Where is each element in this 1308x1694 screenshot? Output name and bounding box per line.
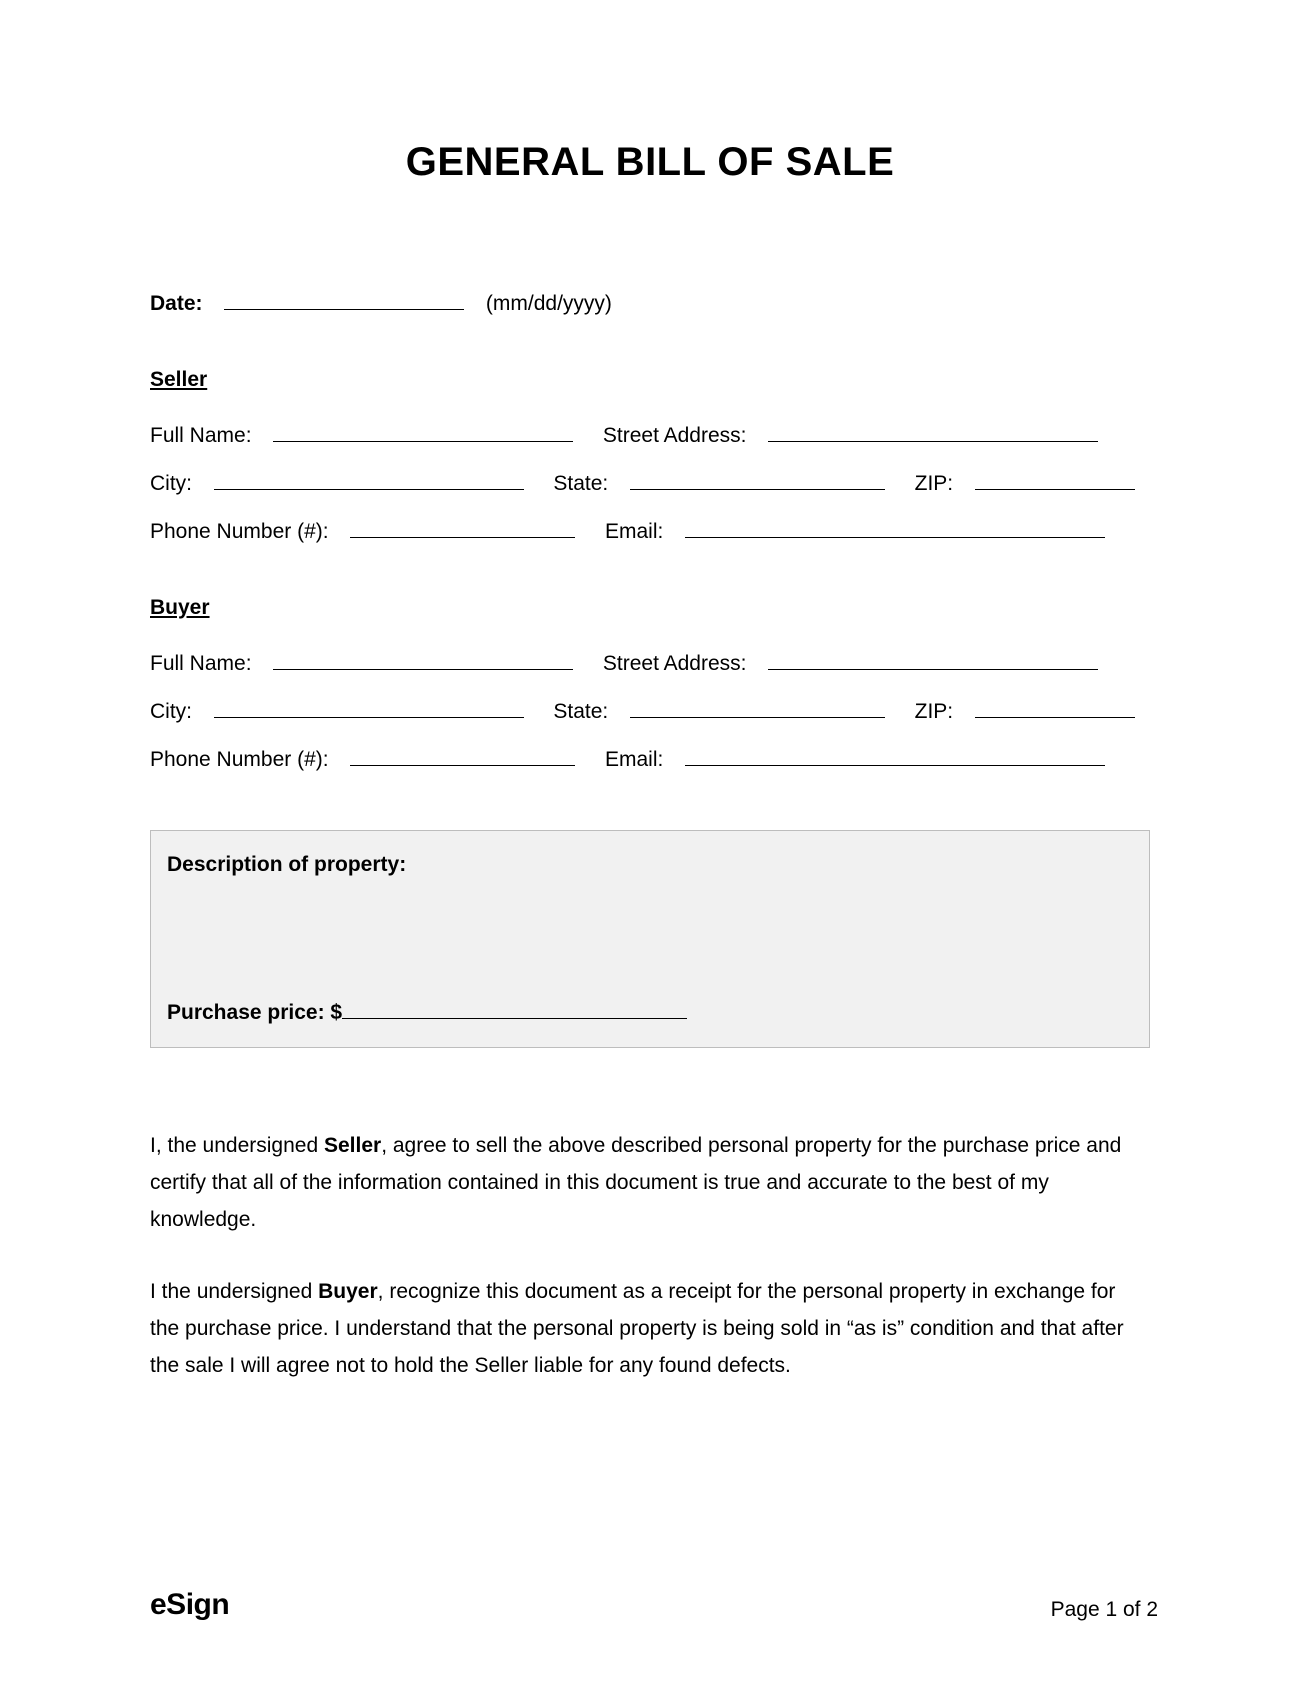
page-title: GENERAL BILL OF SALE — [405, 140, 895, 184]
purchase-price-input[interactable] — [342, 999, 687, 1019]
seller-state-input[interactable] — [630, 470, 885, 490]
buyer-name-address-row — [150, 650, 1150, 676]
seller-city-input[interactable] — [214, 470, 524, 490]
seller-zip-label: ZIP: — [914, 472, 954, 495]
buyer-full-name-label: Full Name: — [150, 652, 252, 675]
seller-zip-input[interactable] — [975, 470, 1135, 490]
buyer-email-label: Email: — [604, 748, 664, 771]
seller-phone-input[interactable] — [350, 518, 575, 538]
buyer-street-address-input[interactable] — [768, 650, 1098, 670]
buyer-paragraph-bold: Buyer — [318, 1280, 378, 1304]
buyer-city-input[interactable] — [214, 698, 524, 718]
buyer-city-label: City: — [150, 700, 192, 723]
buyer-zip-input[interactable] — [975, 698, 1135, 718]
buyer-phone-label: Phone Number (#): — [150, 748, 329, 771]
seller-paragraph-post: , agree to sell the above described personal property for the purchase price and certify that all of the information contained in this document is true and accurate to the best of my knowledge. — [150, 1134, 1122, 1231]
page-footer — [150, 1588, 1158, 1622]
buyer-phone-input[interactable] — [350, 746, 575, 766]
property-description-label: Description of property: — [167, 853, 407, 876]
seller-phone-label: Phone Number (#): — [150, 520, 329, 543]
esign-logo: eSign — [150, 1588, 230, 1621]
buyer-street-address-label: Street Address: — [602, 652, 747, 675]
seller-email-input[interactable] — [685, 518, 1105, 538]
seller-paragraph-bold: Seller — [323, 1134, 382, 1157]
buyer-phone-email-row — [150, 746, 1150, 772]
seller-city-state-zip-row — [150, 470, 1150, 496]
seller-city-label: City: — [150, 472, 192, 495]
buyer-paragraph-post: , recognize this document as a receipt for the personal property in exchange for the purchase price. I understand that the personal property is being sold in “as is” condition and that after the sale I will agree not to hold the Seller liable for any found defects. — [150, 1280, 1124, 1377]
buyer-city-state-zip-row — [150, 698, 1150, 724]
seller-street-address-input[interactable] — [768, 422, 1098, 442]
seller-state-label: State: — [553, 472, 609, 495]
buyer-email-input[interactable] — [685, 746, 1105, 766]
buyer-agreement-paragraph — [150, 1274, 1150, 1384]
seller-street-address-label: Street Address: — [602, 424, 747, 447]
buyer-state-input[interactable] — [630, 698, 885, 718]
property-description-box[interactable] — [150, 830, 1150, 1048]
buyer-state-label: State: — [553, 700, 609, 723]
date-field-row — [150, 290, 1150, 316]
date-label: Date: — [150, 292, 203, 315]
purchase-price-label: Purchase price: $ — [167, 1001, 343, 1024]
seller-section-heading: Seller — [150, 368, 208, 391]
date-input-line[interactable] — [224, 290, 464, 310]
buyer-paragraph-pre: I the undersigned — [150, 1280, 319, 1304]
buyer-full-name-input[interactable] — [273, 650, 573, 670]
date-format-hint: (mm/dd/yyyy) — [485, 292, 612, 315]
buyer-zip-label: ZIP: — [914, 700, 954, 723]
seller-email-label: Email: — [604, 520, 664, 543]
purchase-price-row — [167, 999, 687, 1025]
seller-name-address-row — [150, 422, 1150, 448]
seller-full-name-label: Full Name: — [150, 424, 252, 447]
page-number: Page 1 of 2 — [1050, 1598, 1158, 1621]
buyer-section-heading: Buyer — [150, 596, 210, 619]
seller-phone-email-row — [150, 518, 1150, 544]
seller-paragraph-pre: I, the undersigned — [150, 1134, 324, 1157]
seller-full-name-input[interactable] — [273, 422, 573, 442]
seller-agreement-paragraph — [150, 1128, 1150, 1238]
document-content — [150, 0, 1150, 1406]
